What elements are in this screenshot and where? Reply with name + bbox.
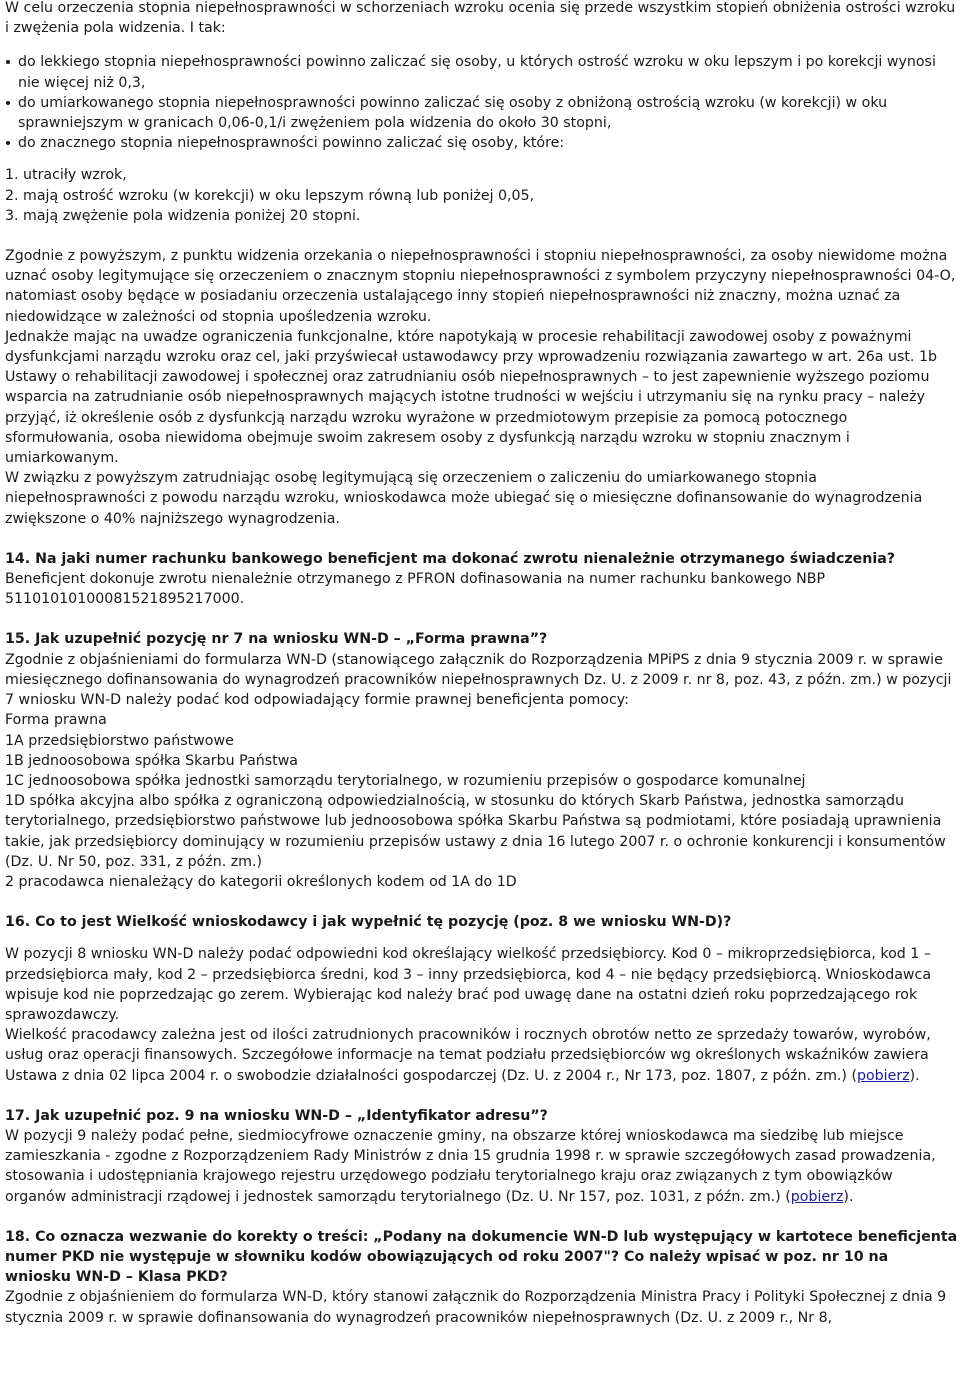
- list-item: do umiarkowanego stopnia niepełnosprawności powinno zaliczać się osoby z obniżoną ostrością wzroku (w korekcji) w oku sprawniejszym w granicach 0,06-0,1/i zwężeniem pola widzenia do około 30 stopni,: [5, 93, 958, 133]
- legal-form-line: 1D spółka akcyjna albo spółka z ograniczoną odpowiedzialnością, w stosunku do których Skarb Państwa, jednostka samorządu terytorialnego, przedsiębiorstwo państwowe lub jednoosobowa spółka Skarbu Państwa są podmiotami, które posiadają uprawnienia takie, jak przedsiębiorcy dominujący w rozumieniu przepisów ustawy z dnia 16 lutego 2007 r. o ochronie konkurencji i konsumentów (Dz. U. Nr 50, poz. 331, z późn. zm.): [5, 793, 946, 870]
- list-item: do lekkiego stopnia niepełnosprawności powinno zaliczać się osoby, u których ostrość wzroku w oku lepszym i po korekcji wynosi nie więcej niż 0,3,: [5, 52, 958, 92]
- question-14-heading: 14. Na jaki numer rachunku bankowego beneficjent ma dokonać zwrotu nienależnie otrzymanego świadczenia?: [5, 550, 896, 567]
- numbered-item: 3. mają zwężenie pola widzenia poniżej 20 stopni.: [5, 207, 361, 224]
- legal-form-line: 2 pracodawca nienależący do kategorii określonych kodem od 1A do 1D: [5, 873, 517, 890]
- paragraph: Jednakże mając na uwadze ograniczenia funkcjonalne, które napotykają w procesie rehabilitacji zawodowej osoby z poważnymi dysfunkcjami narządu wzroku oraz cel, jaki przyświecał ustawodawcy przy wprowadzeniu rozwiązania zawartego w art. 26a ust. 1b Ustawy o rehabilitacji zawodowej i społecznej oraz zatrudnianiu osób niepełnosprawnych – to jest zapewnienie wyższego poziomu wsparcia na zatrudnianie osób niepełnosprawnych mających istotne trudności w wejściu i utrzymaniu się na rynku pracy – należy przyjąć, iż określenie osób z dysfunkcją narządu wzroku wyrażone w przedmiotowym przepisie za pomocą potocznego sformułowania, osoba niewidoma obejmuje swoim zakresem osoby z dysfunkcją narządu wzroku w stopniu znacznym i umiarkowanym.: [5, 328, 937, 467]
- answer-text: Wielkość pracodawcy zależna jest od ilości zatrudnionych pracowników i rocznych obrotów netto ze sprzedaży towarów, wyrobów, usług oraz operacji finansowych. Szczegółowe informacje na temat podziału przedsiębiorców wg określonych wskaźników zawiera Ustawa z dnia 02 lipca 2004 r. o swobodzie działalności gospodarczej (Dz. U. z 2004 r., Nr 173, poz. 1807, z późn. zm.) (: [5, 1027, 931, 1084]
- numbered-list: [5, 165, 958, 226]
- question-16-heading: 16. Co to jest Wielkość wnioskodawcy i jak wypełnić tę pozycję (poz. 8 we wniosku WN-D)?: [5, 914, 732, 931]
- list-item: do znacznego stopnia niepełnosprawności powinno zaliczać się osoby, które:: [5, 133, 958, 153]
- question-18-answer: Zgodnie z objaśnieniem do formularza WN-D, który stanowi załącznik do Rozporządzenia Ministra Pracy i Polityki Społecznej z dnia 9 stycznia 2009 r. w sprawie dofinansowania do wynagrodzeń pracowników niepełnosprawnych (Dz. U. z 2009 r., Nr 8,: [5, 1289, 947, 1326]
- legal-form-line: 1B jednoosobowa spółka Skarbu Państwa: [5, 752, 299, 769]
- legal-form-line: 1A przedsiębiorstwo państwowe: [5, 732, 234, 749]
- question-16-answer: W pozycji 8 wniosku WN-D należy podać odpowiedni kod określający wielkość przedsiębiorcy. Kod 0 – mikroprzedsiębiorca, kod 1 – przedsiębiorca mały, kod 2 – przedsiębiorca średni, kod 3 – inny przedsiębiorca, kod 4 – nie będący przedsiębiorcą. Wnioskodawca wpisuje kod nie poprzedzając go zerem. Wybierając kod należy brać pod uwagę dane na ostatni dzień roku poprzedzającego rok sprawozdawczy.: [5, 946, 932, 1023]
- question-17-heading: 17. Jak uzupełnić poz. 9 na wniosku WN-D – „Identyfikator adresu”?: [5, 1107, 548, 1124]
- document-body: [5, 0, 958, 1328]
- answer-text: ).: [909, 1067, 920, 1084]
- answer-text: ).: [843, 1188, 854, 1205]
- question-14-answer: Beneficjent dokonuje zwrotu nienależnie otrzymanego z PFRON dofinasowania na numer rachunku bankowego NBP 51101010100081521895217000.: [5, 571, 825, 608]
- question-15-answer: Zgodnie z objaśnieniami do formularza WN-D (stanowiącego załącznik do Rozporządzenia MPiPS z dnia 9 stycznia 2009 r. w sprawie miesięcznego dofinansowania do wynagrodzeń pracowników niepełnosprawnych Dz. U. z 2009 r. nr 8, poz. 43, z późn. zm.) w pozycji 7 wniosku WN-D należy podać kod odpowiadający formie prawnej beneficjenta pomocy:: [5, 651, 952, 709]
- question-16-answer-2: [5, 1025, 958, 1086]
- download-link[interactable]: pobierz: [790, 1188, 844, 1205]
- download-link[interactable]: pobierz: [856, 1067, 910, 1084]
- disability-degree-list: [5, 52, 958, 153]
- numbered-item: 2. mają ostrość wzroku (w korekcji) w oku lepszym równą lub poniżej 0,05,: [5, 187, 535, 204]
- answer-text: W pozycji 9 należy podać pełne, siedmiocyfrowe oznaczenie gminy, na obszarze której wnioskodawca ma siedzibę lub miejsce zamieszkania - zgodne z Rozporządzeniem Rady Ministrów z dnia 15 grudnia 1998 r. w sprawie szczegółowych zasad prowadzenia, stosowania i udostępniania krajowego rejestru urzędowego podziału terytorialnego kraju oraz związanych z tym obowiązków organów administracji rządowej i jednostek samorządu terytorialnego (Dz. U. Nr 157, poz. 1031, z późn. zm.) (: [5, 1127, 936, 1205]
- legal-form-line: 1C jednoosobowa spółka jednostki samorządu terytorialnego, w rozumieniu przepisów o gospodarce komunalnej: [5, 772, 806, 789]
- intro-paragraph: W celu orzeczenia stopnia niepełnosprawności w schorzeniach wzroku ocenia się przede wszystkim stopień obniżenia ostrości wzroku i zwężenia pola widzenia. I tak:: [5, 0, 956, 37]
- question-18-heading: 18. Co oznacza wezwanie do korekty o treści: „Podany na dokumencie WN-D lub występujący w kartotece beneficjenta numer PKD nie występuje w słowniku kodów obowiązujących od roku 2007"? Co należy wpisać w poz. nr 10 na wniosku WN-D – Klasa PKD?: [5, 1228, 958, 1286]
- question-17-answer: [5, 1126, 958, 1207]
- legal-form-line: Forma prawna: [5, 712, 107, 729]
- question-15-heading: 15. Jak uzupełnić pozycję nr 7 na wniosku WN-D – „Forma prawna”?: [5, 631, 548, 648]
- paragraph: W związku z powyższym zatrudniając osobę legitymującą się orzeczeniem o zaliczeniu do umiarkowanego stopnia niepełnosprawności z powodu narządu wzroku, wnioskodawca może ubiegać się o miesięczne dofinansowanie do wynagrodzenia zwiększone o 40% najniższego wynagrodzenia.: [5, 470, 923, 527]
- numbered-item: 1. utraciły wzrok,: [5, 167, 127, 184]
- paragraph: Zgodnie z powyższym, z punktu widzenia orzekania o niepełnosprawności i stopniu niepełnosprawności, za osoby niewidome można uznać osoby legitymujące się orzeczeniem o znacznym stopniu niepełnosprawności z symbolem przyczyny niepełnosprawności 04-O, natomiast osoby będące w posiadaniu orzeczenia ustalającego inny stopień niepełnosprawności niż znaczny, można uznać za niedowidzące w zależności od stopnia upośledzenia wzroku.: [5, 248, 956, 325]
